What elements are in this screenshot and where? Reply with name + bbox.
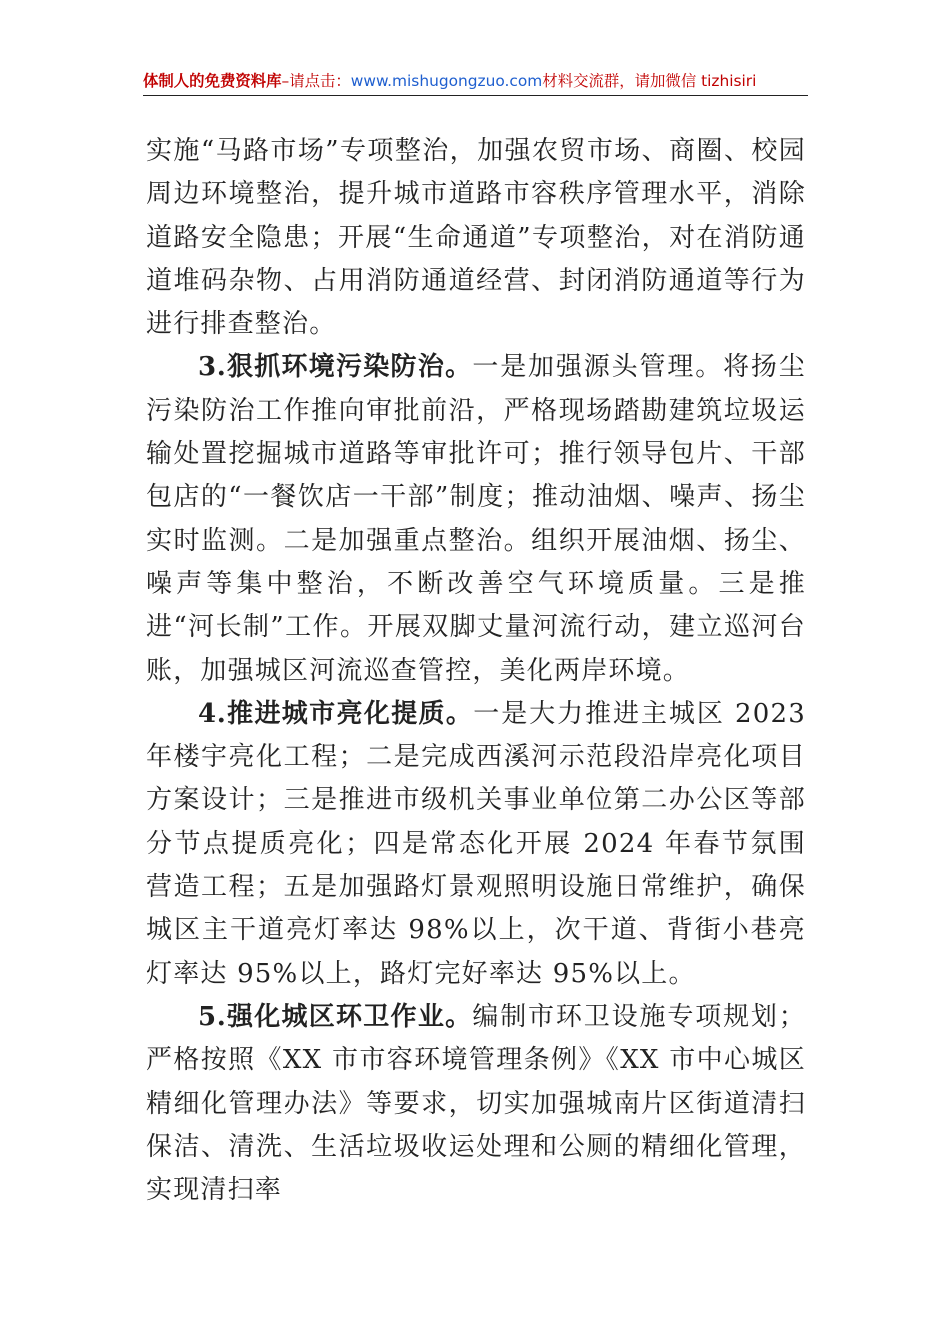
paragraph-continued (146, 130, 806, 346)
paragraph-pollution-control (146, 346, 806, 692)
header-link[interactable]: www.mishugongzuo.com (350, 72, 543, 90)
header-brand: 体制人的免费资料库 (143, 72, 282, 90)
document-body (146, 130, 806, 1212)
page-header (143, 66, 808, 96)
paragraph-text: 一是加强源头管理。将扬尘污染防治工作推向审批前沿，严格现场踏勘建筑垃圾运输处置挖掘城市道路等审批许可；推行领导包片、干部包店的“一餐饮店一干部”制度；推动油烟、噪声、扬尘实时监测。二是加强重点整治。组织开展油烟、扬尘、噪声等集中整治，不断改善空气环境质量。三是推进“河长制”工作。开展双脚丈量河流行动，建立巡河台账，加强城区河流巡查管控，美化两岸环境。 (146, 352, 806, 686)
paragraph-text: 一是大力推进主城区 2023 年楼宇亮化工程；二是完成西溪河示范段沿岸亮化项目方案设计；三是推进市级机关事业单位第二办公区等部分节点提质亮化；四是常态化开展 2024 年春节氛围营造工程；五是加强路灯景观照明设施日常维护，确保城区主干道亮灯率达 98%以上，次干道、背街小巷亮灯率达 95%以上，路灯完好率达 95%以上。 (146, 698, 807, 989)
paragraph-heading: 3.狠抓环境污染防治。 (198, 352, 473, 383)
paragraph-heading: 4.推进城市亮化提质。 (198, 698, 474, 729)
header-divider (143, 95, 808, 96)
paragraph-text: 编制市环卫设施专项规划；严格按照《XX 市市容环境管理条例》《XX 市中心城区精细化管理办法》等要求，切实加强城南片区街道清扫保洁、清洗、生活垃圾收运处理和公厕的精细化管理，实现清扫率 (146, 1001, 806, 1206)
paragraph-heading: 5.强化城区环卫作业。 (198, 1001, 473, 1032)
header-prompt: –请点击： (281, 72, 351, 90)
paragraph-text: 实施“马路市场”专项整治，加强农贸市场、商圈、校园周边环境整治，提升城市道路市容秩序管理水平，消除道路安全隐患；开展“生命通道”专项整治，对在消防通道堆码杂物、占用消防通道经营、封闭消防通道等行为进行排查整治。 (146, 136, 806, 340)
paragraph-city-lighting (146, 693, 806, 996)
header-wechat-note: 材料交流群，请加微信 tizhisiri (542, 72, 757, 90)
paragraph-sanitation (146, 996, 806, 1212)
